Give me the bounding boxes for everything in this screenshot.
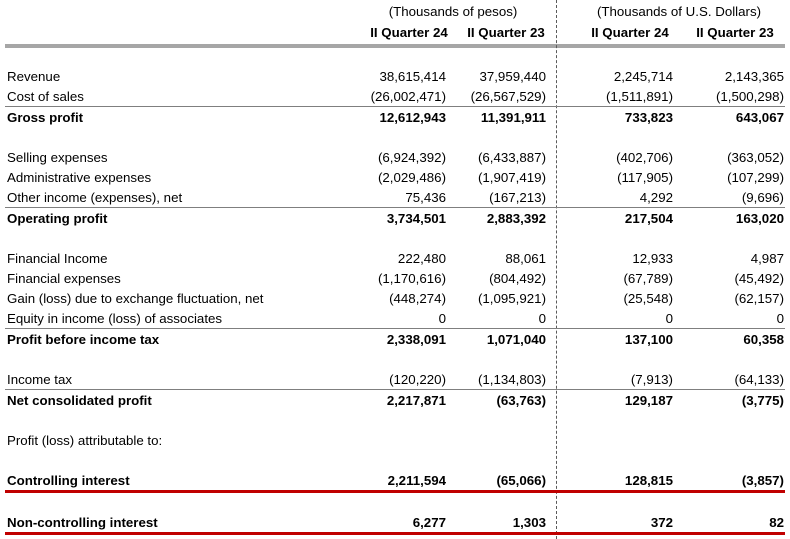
- cell-value: 6,277: [412, 515, 446, 530]
- cell-value: (65,066): [496, 473, 546, 488]
- cell-value: 88,061: [505, 251, 546, 266]
- cell-value: (62,157): [734, 291, 784, 306]
- cell-value: (26,567,529): [470, 89, 546, 104]
- cell-value: (67,789): [623, 271, 673, 286]
- cell-value: 137,100: [624, 332, 673, 347]
- cell-value: (363,052): [727, 150, 784, 165]
- cell-value: (1,134,803): [477, 372, 546, 387]
- cell-value: 0: [776, 311, 784, 326]
- cell-value: (1,511,891): [605, 89, 673, 104]
- cell-value: 1,303: [512, 515, 546, 530]
- cell-value: (402,706): [616, 150, 673, 165]
- cell-value: (448,274): [389, 291, 446, 306]
- cell-value: 372: [650, 515, 673, 530]
- column-group-separator: [556, 0, 557, 539]
- cell-value: (6,924,392): [377, 150, 446, 165]
- cell-value: 2,245,714: [613, 69, 673, 84]
- cell-value: 11,391,911: [480, 110, 546, 125]
- cell-value: 0: [438, 311, 446, 326]
- cell-value: 12,612,943: [379, 110, 446, 125]
- cell-value: 4,292: [639, 190, 673, 205]
- header-usd-q24: II Quarter 24: [591, 25, 669, 40]
- cell-value: (120,220): [389, 372, 446, 387]
- cell-value: 222,480: [397, 251, 446, 266]
- cell-value: 4,987: [750, 251, 784, 266]
- row-label-revenue: Revenue: [7, 69, 61, 84]
- row-label-net-consolidated-profit: Net consolidated profit: [7, 393, 152, 408]
- header-usd-q23: II Quarter 23: [696, 25, 774, 40]
- row-label-other-income: Other income (expenses), net: [7, 190, 183, 205]
- cell-value: (3,857): [741, 473, 784, 488]
- cell-value: (26,002,471): [370, 89, 446, 104]
- row-label-non-controlling-interest: Non-controlling interest: [7, 515, 158, 530]
- cell-value: 2,217,871: [386, 393, 446, 408]
- cell-value: (1,500,298): [715, 89, 784, 104]
- row-label-controlling-interest: Controlling interest: [7, 473, 130, 488]
- cell-value: (9,696): [741, 190, 784, 205]
- row-label-profit-before-tax: Profit before income tax: [7, 332, 160, 347]
- cell-value: (64,133): [734, 372, 784, 387]
- header-divider: [5, 44, 785, 48]
- highlight-rule-controlling: [5, 490, 785, 493]
- row-divider: [5, 389, 785, 390]
- row-label-financial-income: Financial Income: [7, 251, 108, 266]
- cell-value: 2,338,091: [386, 332, 446, 347]
- cell-value: 60,358: [743, 332, 784, 347]
- row-label-equity-in-associates: Equity in income (loss) of associates: [7, 311, 223, 326]
- row-label-financial-expenses: Financial expenses: [7, 271, 121, 286]
- header-pesos-q24: II Quarter 24: [370, 25, 448, 40]
- row-label-income-tax: Income tax: [7, 372, 73, 387]
- cell-value: (804,492): [489, 271, 546, 286]
- header-group-usd: (Thousands of U.S. Dollars): [596, 4, 762, 19]
- cell-value: 1,071,040: [486, 332, 546, 347]
- header-group-pesos: (Thousands of pesos): [388, 4, 518, 19]
- row-label-operating-profit: Operating profit: [7, 211, 108, 226]
- cell-value: (1,095,921): [477, 291, 546, 306]
- row-label-exchange-fluctuation: Gain (loss) due to exchange fluctuation, net: [7, 291, 264, 306]
- row-label-selling-expenses: Selling expenses: [7, 150, 108, 165]
- cell-value: 163,020: [735, 211, 784, 226]
- cell-value: 217,504: [624, 211, 673, 226]
- cell-value: 75,436: [405, 190, 446, 205]
- cell-value: 37,959,440: [479, 69, 546, 84]
- cell-value: (1,907,419): [477, 170, 546, 185]
- cell-value: (7,913): [630, 372, 673, 387]
- cell-value: 82: [769, 515, 784, 530]
- cell-value: 2,211,594: [387, 473, 446, 488]
- cell-value: 0: [665, 311, 673, 326]
- cell-value: (63,763): [496, 393, 546, 408]
- cell-value: 0: [538, 311, 546, 326]
- cell-value: (2,029,486): [377, 170, 446, 185]
- cell-value: 643,067: [735, 110, 784, 125]
- row-divider: [5, 328, 785, 329]
- cell-value: 38,615,414: [379, 69, 446, 84]
- header-pesos-q23: II Quarter 23: [467, 25, 545, 40]
- cell-value: 12,933: [632, 251, 673, 266]
- cell-value: 2,883,392: [486, 211, 546, 226]
- cell-value: (107,299): [727, 170, 784, 185]
- cell-value: (6,433,887): [477, 150, 546, 165]
- row-divider: [5, 207, 785, 208]
- cell-value: (117,905): [617, 170, 673, 185]
- cell-value: 733,823: [624, 110, 673, 125]
- cell-value: (3,775): [741, 393, 784, 408]
- cell-value: (25,548): [623, 291, 673, 306]
- cell-value: 129,187: [624, 393, 673, 408]
- row-label-attributable-to: Profit (loss) attributable to:: [7, 433, 163, 448]
- cell-value: (1,170,616): [377, 271, 446, 286]
- row-label-administrative-expenses: Administrative expenses: [7, 170, 152, 185]
- cell-value: (45,492): [734, 271, 784, 286]
- highlight-rule-non-controlling: [5, 532, 785, 535]
- row-divider: [5, 106, 785, 107]
- row-label-cost-of-sales: Cost of sales: [7, 89, 84, 104]
- cell-value: 128,815: [624, 473, 673, 488]
- cell-value: (167,213): [489, 190, 546, 205]
- cell-value: 2,143,365: [724, 69, 784, 84]
- row-label-gross-profit: Gross profit: [7, 110, 84, 125]
- cell-value: 3,734,501: [386, 211, 446, 226]
